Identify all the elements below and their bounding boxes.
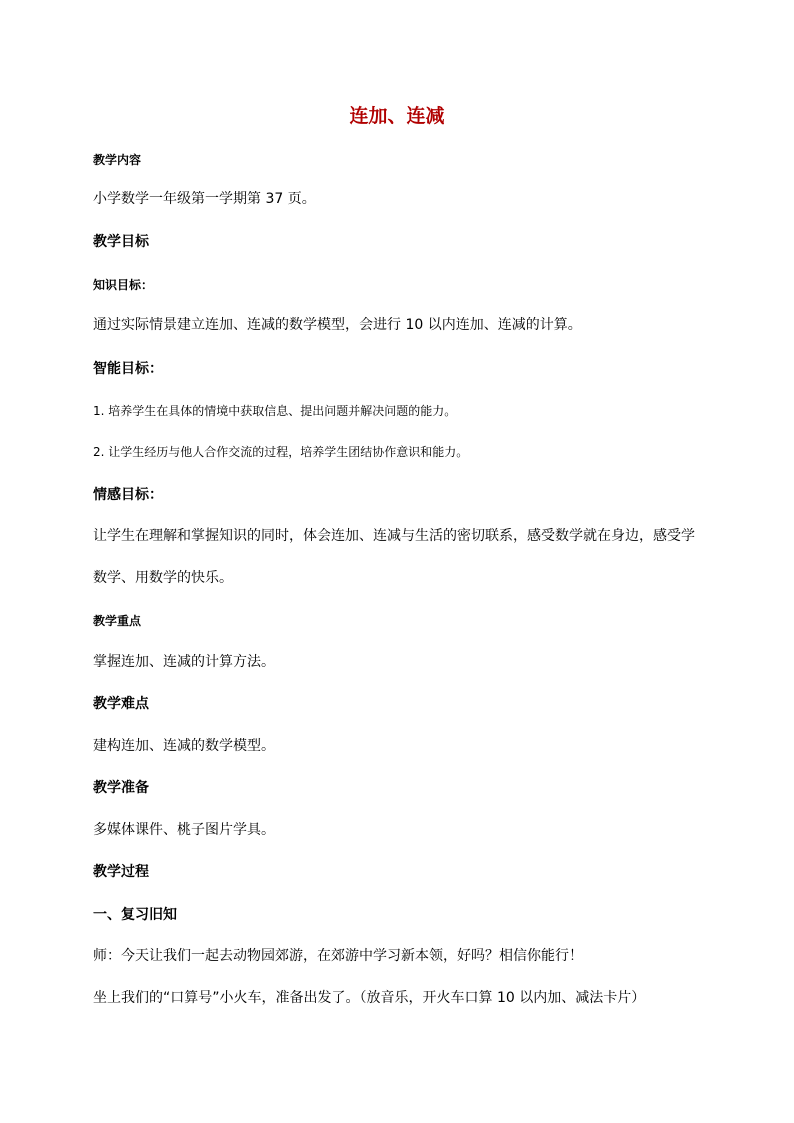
- heading-teaching-goals: 教学目标: [93, 234, 149, 250]
- paragraph-difficulties: 建构连加、连减的数学模型。: [93, 738, 275, 754]
- heading-review: 一、复习旧知: [93, 907, 177, 923]
- heading-teaching-content: 教学内容: [93, 153, 142, 167]
- heading-preparation: 教学准备: [93, 780, 149, 796]
- subheading-ability-goal: 智能目标：: [93, 361, 163, 377]
- heading-difficulties: 教学难点: [93, 696, 149, 712]
- subheading-emotion-goal: 情感目标：: [93, 487, 163, 503]
- paragraph-teacher-intro: 师：今天让我们一起去动物园郊游，在郊游中学习新本领，好吗？相信你能行！: [93, 948, 583, 964]
- paragraph-emotion-goal-line2: 数学、用数学的快乐。: [93, 570, 233, 586]
- heading-key-points: 教学重点: [93, 614, 142, 628]
- paragraph-train-activity: 坐上我们的“口算号”小火车，准备出发了。（放音乐，开火车口算 10 以内加、减法卡片）: [93, 990, 646, 1006]
- paragraph-knowledge-goal: 通过实际情景建立连加、连减的数学模型，会进行 10 以内连加、连减的计算。: [93, 317, 582, 333]
- paragraph-key-points: 掌握连加、连减的计算方法。: [93, 654, 275, 670]
- paragraph-textbook-page: 小学数学一年级第一学期第 37 页。: [93, 191, 316, 207]
- document-title: 连加、连减: [349, 105, 445, 127]
- list-item-ability-2: 2. 让学生经历与他人合作交流的过程，培养学生团结协作意识和能力。: [93, 445, 469, 459]
- subheading-knowledge-goal: 知识目标：: [93, 278, 154, 292]
- list-item-ability-1: 1. 培养学生在具体的情境中获取信息、提出问题并解决问题的能力。: [93, 404, 457, 418]
- paragraph-emotion-goal-line1: 让学生在理解和掌握知识的同时，体会连加、连减与生活的密切联系，感受数学就在身边，感受学: [93, 528, 695, 544]
- heading-teaching-process: 教学过程: [93, 864, 149, 880]
- paragraph-preparation: 多媒体课件、桃子图片学具。: [93, 822, 275, 838]
